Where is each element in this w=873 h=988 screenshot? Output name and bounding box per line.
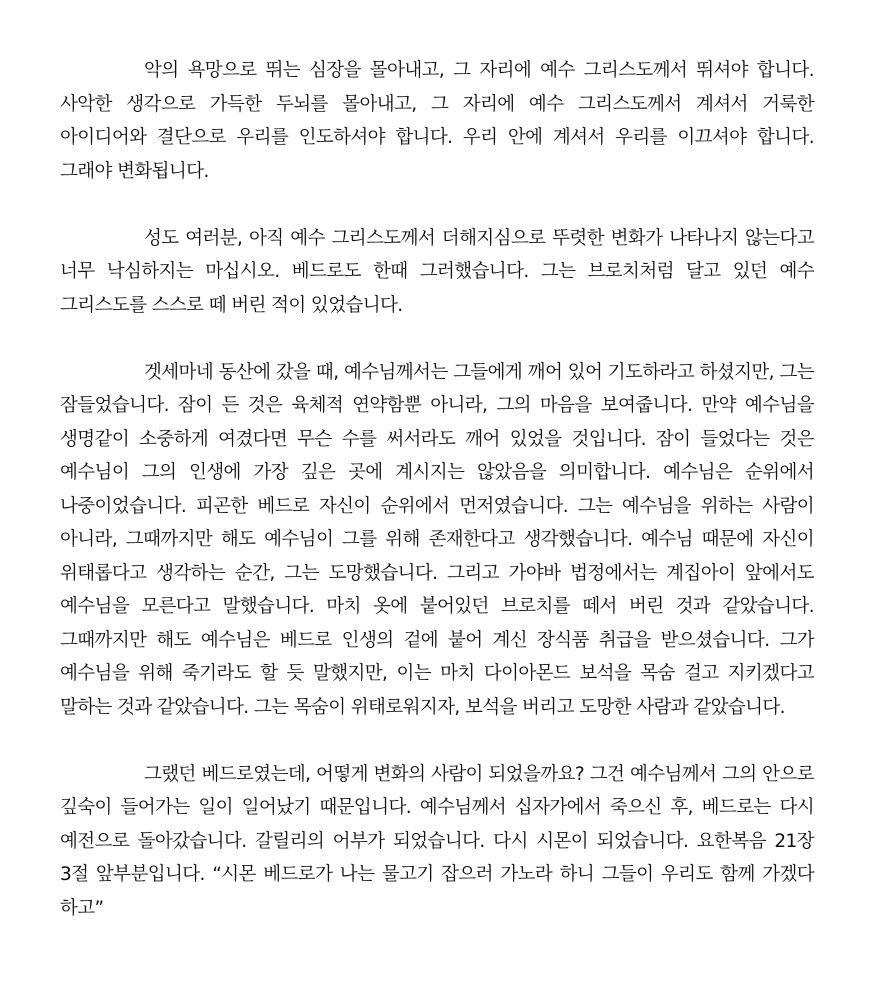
paragraph-heart-replacement: 악의 욕망으로 뛰는 심장을 몰아내고, 그 자리에 예수 그리스도께서 뛰셔야 합니다. 사악한 생각으로 가득한 두뇌를 몰아내고, 그 자리에 예수 그리스도께서 계셔서 거룩한 아이디어와 결단으로 우리를 인도하셔야 합니다. 우리 안에 계셔서 우리를 이끄셔야 합니다. 그래야 변화됩니다. [60,60,814,182]
paragraph-peter-brooch: 성도 여러분, 아직 예수 그리스도께서 더해지심으로 뚜렷한 변화가 나타나지 않는다고 너무 낙심하지는 마십시오. 베드로도 한때 그러했습니다. 그는 브로치처럼 달고 있던 예수 그리스도를 스스로 떼 버린 적이 있었습니다. [60,227,814,316]
paragraph-gethsemane: 겟세마네 동산에 갔을 때, 예수님께서는 그들에게 깨어 있어 기도하라고 하셨지만, 그는 잠들었습니다. 잠이 든 것은 육체적 연약함뿐 아니라, 그의 마음을 보여줍니다. 만약 예수님을 생명같이 소중하게 여겼다면 무슨 수를 써서라도 깨어 있었을 것입니다. 잠이 들었다는 것은 예수님이 그의 인생에 가장 깊은 곳에 계시지는 않았음을 의미합니다. 예수님은 순위에서 나중이었습니다. 피곤한 베드로 자신이 순위에서 먼저였습니다. 그는 예수님을 위하는 사람이 아니라, 그때까지만 해도 예수님이 그를 위해 존재한다고 생각했습니다. 예수님 때문에 자신이 위태롭다고 생각하는 순간, 그는 도망했습니다. 그리고 가야바 법정에서는 계집아이 앞에서도 예수님을 모른다고 말했습니다. 마치 옷에 붙어있던 브로치를 떼서 버린 것과 같았습니다. 그때까지만 해도 예수님은 베드로 인생의 겉에 붙어 계신 장식품 취급을 받으셨습니다. 그가 예수님을 위해 죽기라도 할 듯 말했지만, 이는 마치 다이아몬드 보석을 목숨 걸고 지키겠다고 말하는 것과 같았습니다. 그는 목숨이 위태로워지자, 보석을 버리고 도망한 사람과 같았습니다. [60,361,814,718]
paragraph-peter-transformation: 그랬던 베드로였는데, 어떻게 변화의 사람이 되었을까요? 그건 예수님께서 그의 안으로 깊숙이 들어가는 일이 일어났기 때문입니다. 예수님께서 십자가에서 죽으신 후, 베드로는 다시 예전으로 돌아갔습니다. 갈릴리의 어부가 되었습니다. 다시 시몬이 되었습니다. 요한복음 21장 3절 앞부분입니다. “시몬 베드로가 나는 물고기 잡으러 가노라 하니 그들이 우리도 함께 가겠다 하고” [60,763,814,919]
document-page [60,54,814,925]
